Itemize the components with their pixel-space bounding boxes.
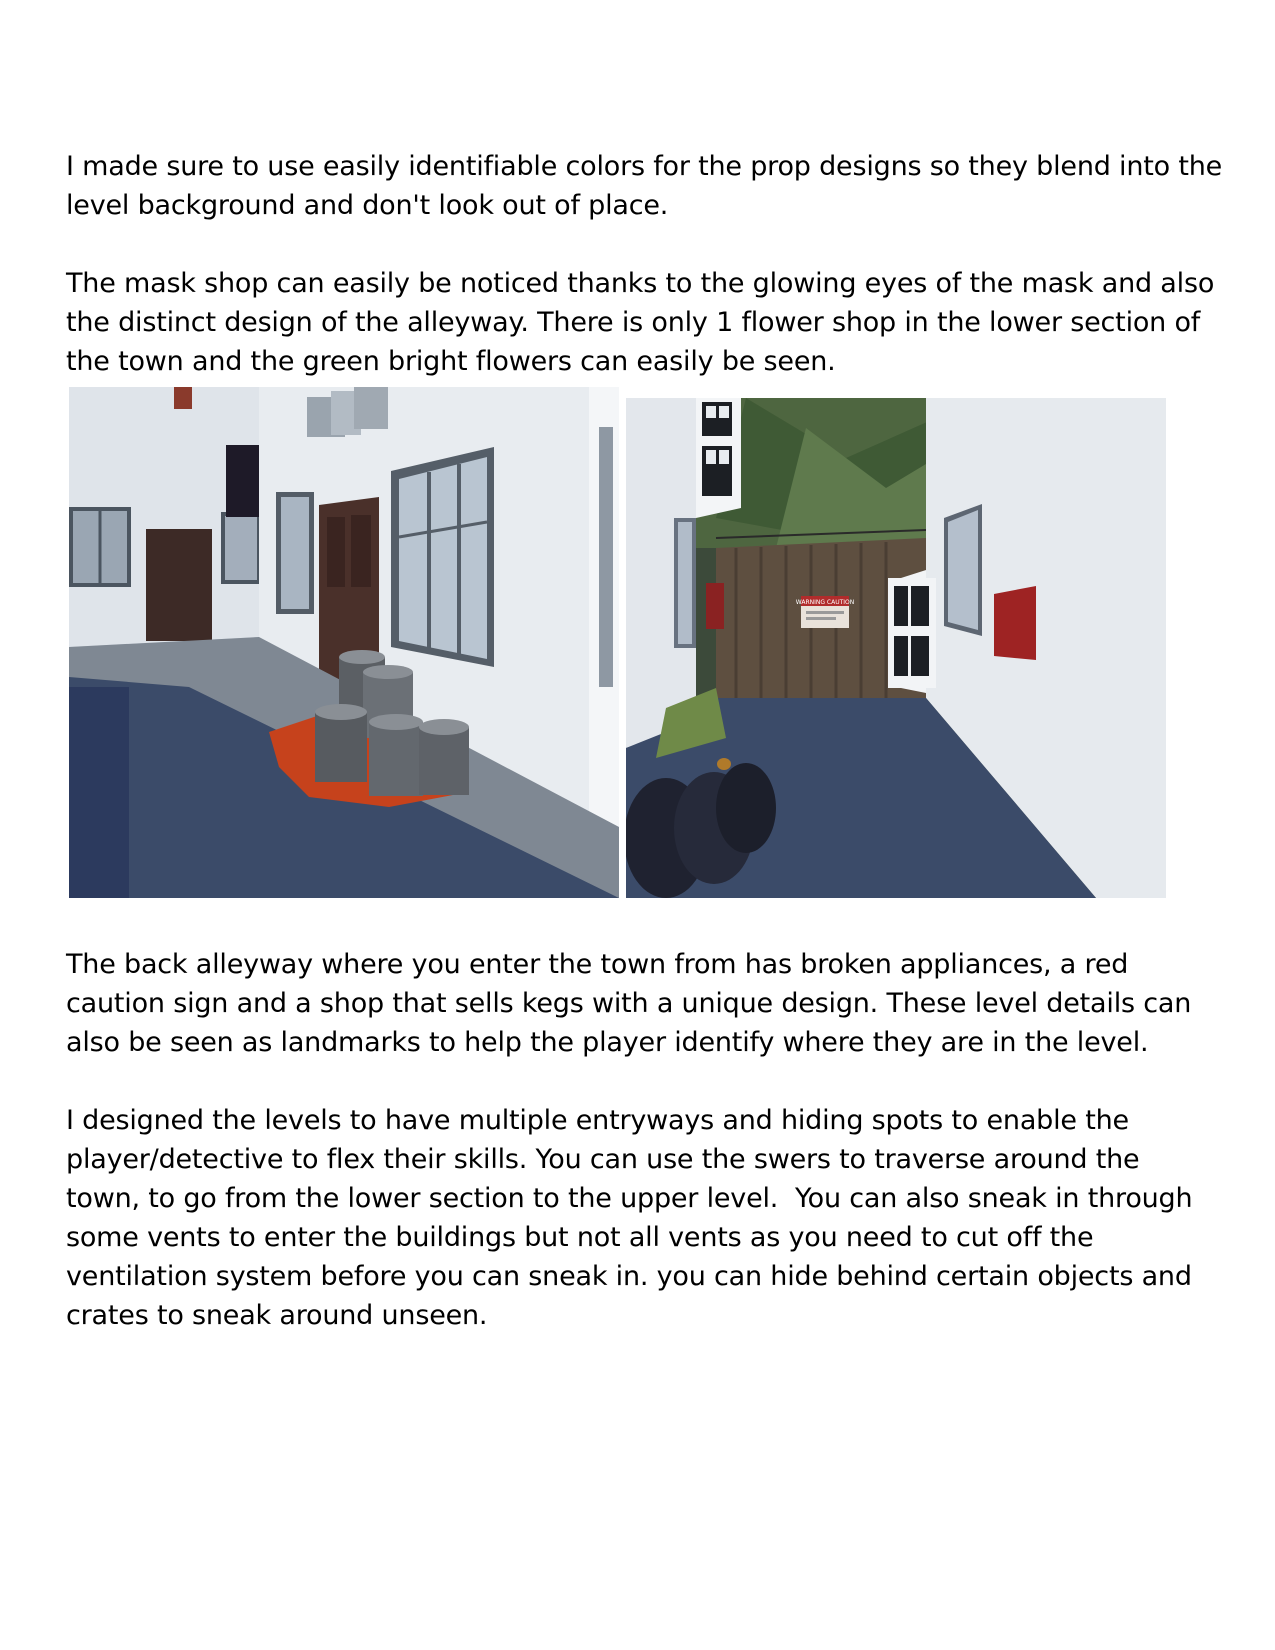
back-alley-caution-sign-render [626,398,1166,898]
paragraph-props-colors [66,147,1223,225]
text-line: the distinct design of the alleyway. There is only 1 flower shop in the lower section of [66,307,1201,338]
text-line: level background and don't look out of place. [66,190,669,221]
paragraph-back-alleyway [66,945,1216,1062]
paragraph-mask-flower-shops [66,264,1216,381]
text-line: The mask shop can easily be noticed thanks to the glowing eyes of the mask and also [66,268,1215,299]
caution-sign-text: WARNING CAUTION [795,599,855,606]
text-line: ventilation system before you can sneak in. you can hide behind certain objects and [66,1261,1192,1292]
text-line: the town and the green bright flowers can easily be seen. [66,346,836,377]
text-line: The back alleyway where you enter the town from has broken appliances, a red [66,949,1129,980]
back-alley-image [626,398,1166,898]
text-line: crates to sneak around unseen. [66,1300,488,1331]
keg-shop-alley-render [69,387,619,898]
paragraph-entryways-hiding [66,1101,1216,1335]
text-line: caution sign and a shop that sells kegs with a unique design. These level details can [66,988,1192,1019]
text-line: I designed the levels to have multiple entryways and hiding spots to enable the [66,1105,1129,1136]
keg-shop-alley-image [69,387,619,898]
text-line: town, to go from the lower section to the upper level. You can also sneak in through [66,1183,1193,1214]
text-line: I made sure to use easily identifiable colors for the prop designs so they blend into the [66,151,1223,182]
text-line: player/detective to flex their skills. You can use the swers to traverse around the [66,1144,1140,1175]
text-line: some vents to enter the buildings but not all vents as you need to cut off the [66,1222,1094,1253]
text-line: also be seen as landmarks to help the player identify where they are in the level. [66,1027,1149,1058]
